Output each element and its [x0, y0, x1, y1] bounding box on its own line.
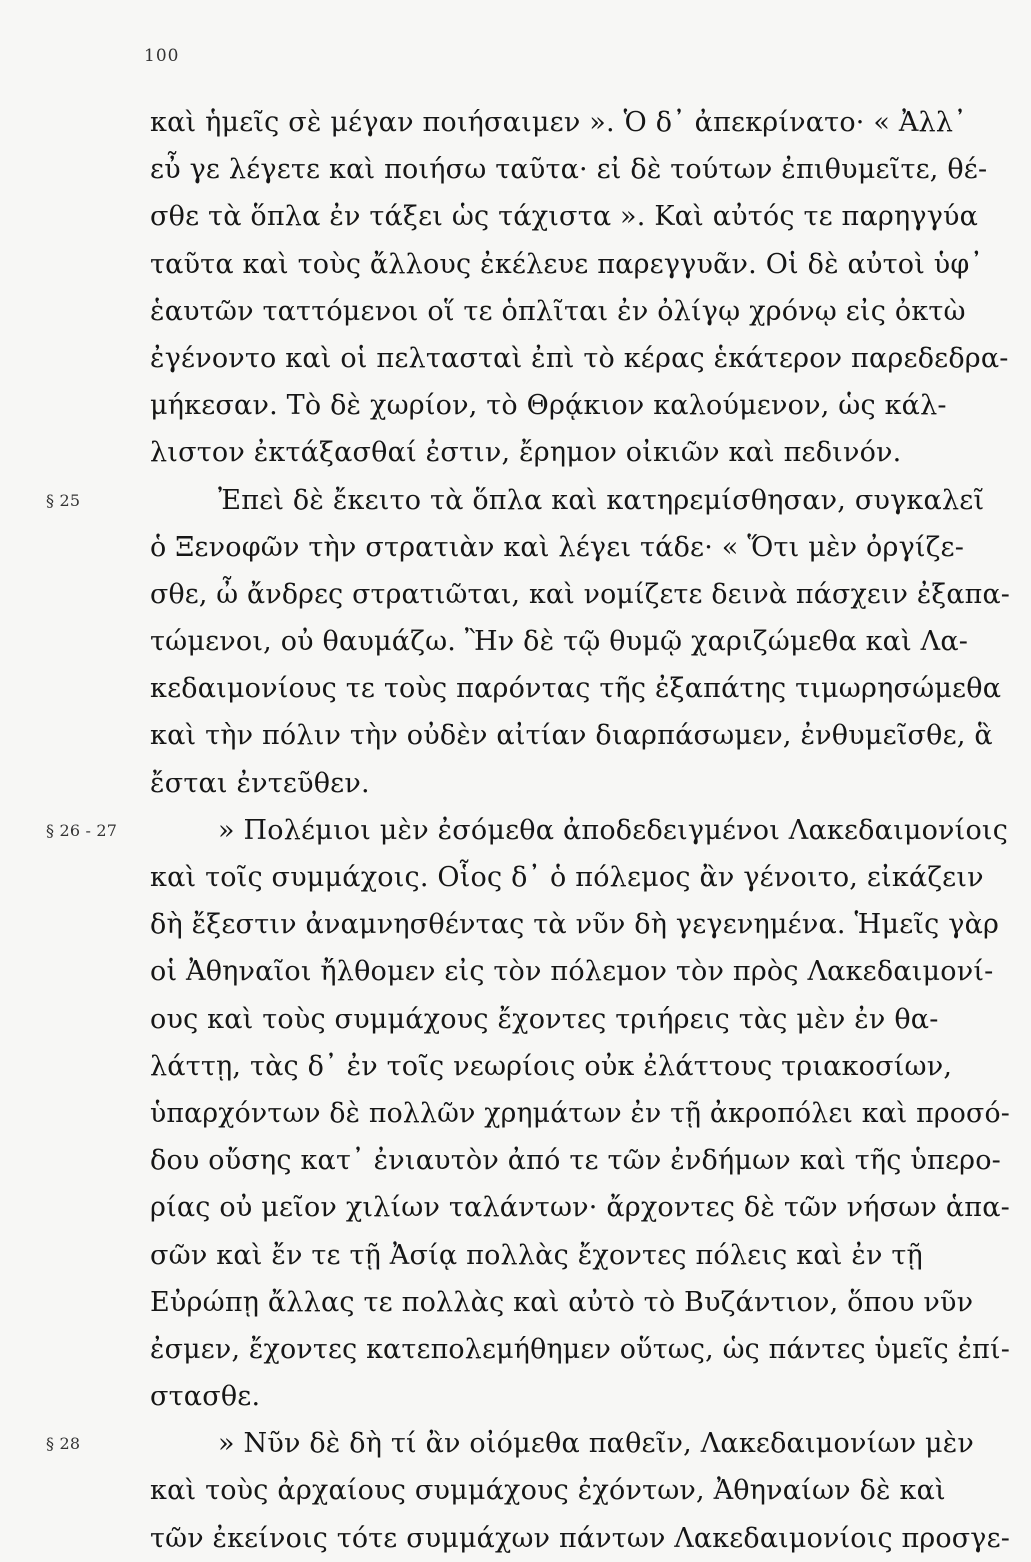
section-marker: § 25 [46, 490, 81, 510]
line-text: σθε, ὦ ἄνδρες στρατιῶται, καὶ νομίζετε δεινὰ πάσχειν ἐξαπα- [150, 578, 1011, 610]
text-line [150, 193, 1010, 240]
text-line [150, 146, 1010, 193]
line-text: λιστον ἐκτάξασθαί ἐστιν, ἔρημον οἰκιῶν καὶ πεδινόν. [150, 437, 902, 469]
line-text: σῶν καὶ ἔν τε τῇ Ἀσίᾳ πολλὰς ἔχοντες πόλεις καὶ ἐν τῇ [150, 1239, 923, 1271]
line-text: στασθε. [150, 1381, 261, 1413]
line-text: ἔσται ἐντεῦθεν. [150, 767, 370, 799]
text-line [150, 524, 1010, 571]
line-text: Ἐπεὶ δὲ ἔκειτο τὰ ὅπλα καὶ κατηρεμίσθησαν, συγκαλεῖ [218, 484, 985, 516]
text-line [150, 854, 1010, 901]
line-text: ὑπαρχόντων δὲ πολλῶν χρημάτων ἐν τῇ ἀκροπόλει καὶ προσό- [150, 1097, 1010, 1129]
line-text: τώμενοι, οὐ θαυμάζω. Ἢν δὲ τῷ θυμῷ χαριζώμεθα καὶ Λα- [150, 626, 969, 658]
text-line [150, 665, 1010, 712]
line-text: » Πολέμιοι μὲν ἐσόμεθα ἀποδεδειγμένοι Λακεδαιμονίοις [218, 814, 1009, 846]
line-text: τῶν ἐκείνοις τότε συμμάχων πάντων Λακεδαιμονίοις προσγε- [150, 1522, 1011, 1554]
text-line [150, 1232, 1010, 1279]
text-line [150, 1515, 1010, 1562]
line-text: δὴ ἔξεστιν ἀναμνησθέντας τὰ νῦν δὴ γεγενημένα. Ἡμεῖς γὰρ [150, 909, 1000, 941]
text-line [150, 996, 1010, 1043]
line-text: καὶ τὴν πόλιν τὴν οὐδὲν αἰτίαν διαρπάσωμεν, ἐνθυμεῖσθε, ἃ [150, 720, 993, 752]
line-text: ὁ Ξενοφῶν τὴν στρατιὰν καὶ λέγει τάδε· « Ὅτι μὲν ὀργίζε- [150, 531, 965, 563]
text-line [150, 1184, 1010, 1231]
text-line [150, 1043, 1010, 1090]
text-line [150, 1090, 1010, 1137]
line-text: σθε τὰ ὅπλα ἐν τάξει ὡς τάχιστα ». Καὶ αὐτός τε παρηγγύα [150, 201, 979, 233]
line-text: λάττῃ, τὰς δ᾽ ἐν τοῖς νεωρίοις οὐκ ἐλάττους τριακοσίων, [150, 1050, 953, 1082]
line-text: κεδαιμονίους τε τοὺς παρόντας τῆς ἐξαπάτης τιμωρησώμεθα [150, 673, 1002, 705]
text-line [150, 712, 1010, 759]
line-text: ταῦτα καὶ τοὺς ἄλλους ἐκέλευε παρεγγυᾶν. Οἱ δὲ αὐτοὶ ὑφ᾽ [150, 248, 984, 280]
text-line [150, 1467, 1010, 1514]
text-line [46, 1420, 1010, 1467]
line-text: δου οὔσης κατ᾽ ἐνιαυτὸν ἀπό τε τῶν ἐνδήμων καὶ τῆς ὑπερο- [150, 1145, 1001, 1177]
line-text: εὖ γε λέγετε καὶ ποιήσω ταῦτα· εἰ δὲ τούτων ἐπιθυμεῖτε, θέ- [150, 154, 988, 186]
text-line [150, 99, 1010, 146]
line-text: ἑαυτῶν ταττόμενοι οἵ τε ὁπλῖται ἐν ὀλίγῳ χρόνῳ εἰς ὀκτὼ [150, 295, 966, 327]
text-line [46, 807, 1010, 854]
line-text: ἐσμεν, ἔχοντες κατεπολεμήθημεν οὕτως, ὡς πάντες ὑμεῖς ἐπί- [150, 1333, 1011, 1365]
line-text: » Νῦν δὲ δὴ τί ἂν οἰόμεθα παθεῖν, Λακεδαιμονίων μὲν [218, 1428, 975, 1460]
section-marker: § 28 [46, 1434, 81, 1454]
line-text: ους καὶ τοὺς συμμάχους ἔχοντες τριήρεις τὰς μὲν ἐν θα- [150, 1003, 939, 1035]
line-text: ρίας οὐ μεῖον χιλίων ταλάντων· ἄρχοντες δὲ τῶν νήσων ἁπα- [150, 1192, 1010, 1224]
text-line [150, 1373, 1010, 1420]
text-line [150, 618, 1010, 665]
text-line [150, 1137, 1010, 1184]
line-text: καὶ ἡμεῖς σὲ μέγαν ποιήσαιμεν ». Ὁ δ᾽ ἀπεκρίνατο· « Ἀλλ᾽ [150, 107, 967, 138]
line-text: μήκεσαν. Τὸ δὲ χωρίον, τὸ Θρᾴκιον καλούμενον, ὡς κάλ- [150, 390, 947, 422]
line-text: Εὐρώπῃ ἄλλας τε πολλὰς καὶ αὐτὸ τὸ Βυζάντιον, ὅπου νῦν [150, 1286, 974, 1318]
text-line [150, 382, 1010, 429]
page-number: 100 [144, 46, 180, 66]
text-line [150, 948, 1010, 995]
line-text: καὶ τοῖς συμμάχοις. Οἷος δ᾽ ὁ πόλεμος ἂν γένοιτο, εἰκάζειν [150, 862, 984, 893]
text-line [46, 477, 1010, 524]
text-block [46, 99, 1011, 1562]
line-text: οἱ Ἀθηναῖοι ἤλθομεν εἰς τὸν πόλεμον τὸν πρὸς Λακεδαιμονί- [150, 956, 994, 988]
text-line [150, 1279, 1010, 1326]
text-line [150, 241, 1010, 288]
text-line [150, 901, 1010, 948]
section-marker: § 26 - 27 [46, 820, 118, 840]
text-line [150, 288, 1010, 335]
text-line [150, 429, 1010, 476]
text-line [150, 335, 1010, 382]
text-line [150, 760, 1010, 807]
text-line [150, 1326, 1010, 1373]
line-text: καὶ τοὺς ἀρχαίους συμμάχους ἐχόντων, Ἀθηναίων δὲ καὶ [150, 1475, 946, 1507]
line-text: ἐγένοντο καὶ οἱ πελτασταὶ ἐπὶ τὸ κέρας ἑκάτερον παρεδεδρα- [150, 342, 1009, 374]
text-line [150, 571, 1010, 618]
